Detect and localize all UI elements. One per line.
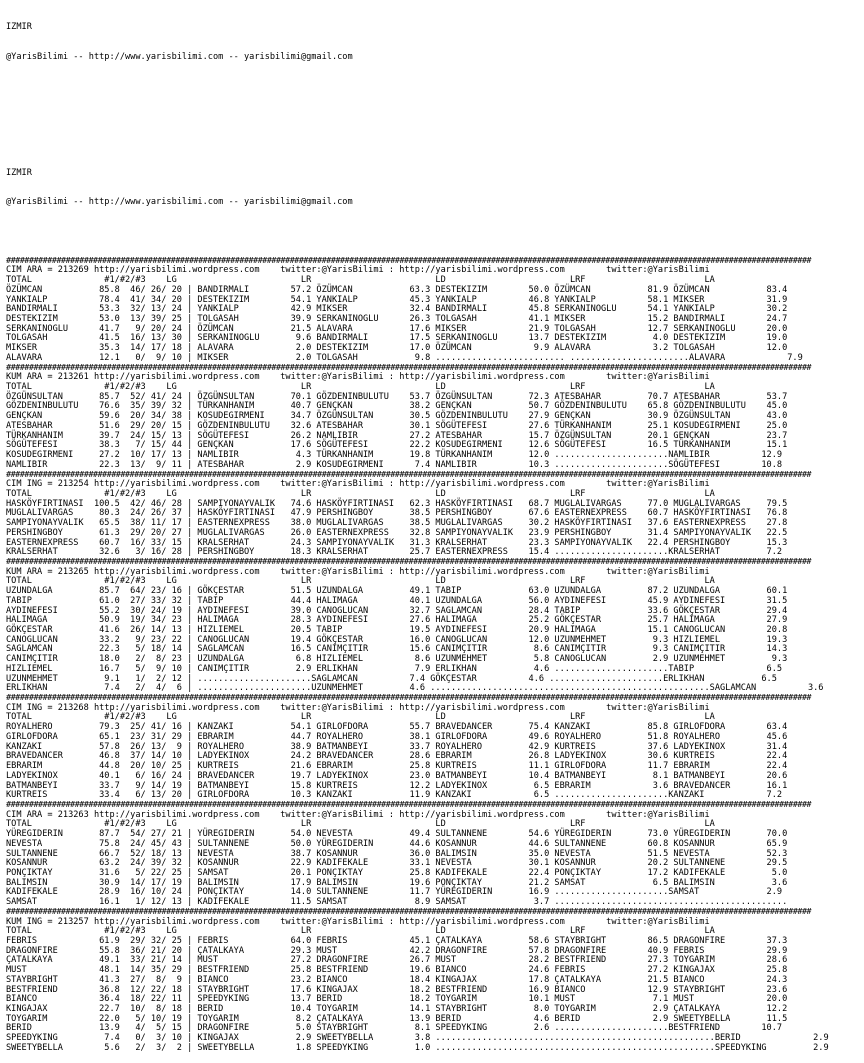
table-row: ERLIKHAN 7.4 2/ 4/ 6 | ......................UZUNMEHMET 4.6 ......................................................SAGLAMCAN 3.6 — [6, 683, 824, 694]
race-block — [6, 364, 864, 471]
race-title: CIM ARA = 213263 http://yarisbilimi.wordpress.com twitter:@YarisBilimi : http://yarisbilimi.wordpress.com twitter:@YarisBilimi — [6, 809, 710, 820]
table-row: NAMLIBIR 22.3 13/ 9/ 11 | ATESBAHAR 2.9 KOSUDEGIRMENI 7.4 NAMLIBIR 10.3 ......................SÖGÜTEFESI 10.8 — [6, 459, 783, 470]
spacer — [6, 111, 864, 121]
table-row: GENÇKAN 59.6 20/ 34/ 38 | KOSUDEGIRMENI 34.7 ÖZGÜNSULTAN 30.5 GÖZDENINBULUTU 27.9 GENÇKAN 30.9 ÖZGÜNSULTAN 43.0 — [6, 411, 788, 422]
table-row: LADYEKINOX 40.1 6/ 16/ 24 | BRAVEDANCER 19.7 LADYEKINOX 23.0 BATMANBEYI 10.4 BATMANBEYI 8.1 BATMANBEYI 20.6 — [6, 770, 788, 781]
table-row: PERSHINGBOY 61.3 29/ 20/ 27 | MUGLALIVARGAS 26.0 EASTERNEXPRESS 32.8 SAMPIYONAYVALIK 23.9 PERSHINGBOY 31.4 SAMPIYONAYVALIK 22.5 — [6, 527, 788, 538]
table-row: CANOGLUCAN 33.2 9/ 23/ 22 | CANOGLUCAN 19.4 GÖKÇESTAR 16.0 CANOGLUCAN 12.0 UZUNMEHMET 9.3 HIZLIEMEL 19.3 — [6, 634, 788, 645]
table-row: EBRARIM 44.8 20/ 10/ 25 | KURTREIS 21.6 EBRARIM 25.8 KURTREIS 11.1 GIRLOFDORA 11.7 EBRARIM 22.4 — [6, 761, 788, 772]
column-headers: TOTAL #1/#2/#3 LG LR LD LRF LA — [6, 275, 715, 286]
table-row: DRAGONFIRE 55.8 36/ 21/ 20 | ÇATALKAYA 29.3 MUST 42.2 DRAGONFIRE 57.8 DRAGONFIRE 40.9 FEBRIS 29.9 — [6, 945, 788, 956]
header-city-repeat: IZMIR — [6, 168, 32, 179]
table-row: HALIMAGA 50.9 19/ 34/ 23 | HALIMAGA 28.3 AYDINEFESI 27.6 HALIMAGA 25.2 GÖKÇESTAR 25.7 HALIMAGA 27.9 — [6, 615, 788, 626]
table-row: GÖZDENINBULUTU 76.6 35/ 39/ 32 | TÜRKANHANIM 40.7 GENÇKAN 38.2 GENÇKAN 50.7 GÖZDENINBULUTU 65.8 GÖZDENINBULUTU 45.0 — [6, 401, 788, 412]
table-row: YANKIALP 78.4 41/ 34/ 20 | DESTEKIZIM 54.1 YANKIALP 45.3 YANKIALP 46.8 YANKIALP 58.1 MIKSER 31.9 — [6, 294, 788, 305]
table-row: BIANCO 36.4 18/ 22/ 11 | SPEEDYKING 13.7 BERID 18.2 TOYGARIM 10.1 MUST 7.1 MUST 20.0 — [6, 994, 788, 1005]
race-tables — [6, 257, 864, 1054]
table-row: ATESBAHAR 51.6 29/ 20/ 15 | GÖZDENINBULUTU 32.6 ATESBAHAR 30.1 SÖGÜTEFESI 27.6 TÜRKANHANIM 25.1 KOSUDEGIRMENI 25.0 — [6, 420, 788, 431]
separator-line: ################################################################################################################################################################################ — [6, 694, 812, 704]
separator-line: ################################################################################################################################################################################ — [6, 363, 812, 373]
table-row: KURTREIS 33.4 6/ 13/ 20 | GIRLOFDORA 10.3 KANZAKI 11.9 KANZAKI 6.5 ......................KANZAKI 7.2 — [6, 790, 783, 801]
separator-line: ################################################################################################################################################################################ — [6, 800, 812, 810]
race-block — [6, 257, 864, 364]
table-row: GIRLOFDORA 65.1 23/ 31/ 29 | EBRARIM 44.7 ROYALHERO 38.1 GIRLOFDORA 49.6 ROYALHERO 51.8 ROYALHERO 45.6 — [6, 731, 788, 742]
race-title: CIM ARA = 213269 http://yarisbilimi.wordpress.com twitter:@YarisBilimi : http://yarisbilimi.wordpress.com twitter:@YarisBilimi — [6, 265, 710, 276]
table-row: BATMANBEYI 33.7 9/ 14/ 19 | BATMANBEYI 15.8 KURTREIS 12.2 LADYEKINOX 6.5 EBRARIM 3.6 BRAVEDANCER 16.1 — [6, 780, 788, 791]
header-city: IZMIR — [6, 22, 32, 33]
table-row: ALAVARA 12.1 0/ 9/ 10 | MIKSER 2.0 TOLGASAH 9.8 ......................... .......................ALAVARA 7.9 — [6, 352, 803, 363]
table-row: SWEETYBELLA 5.6 2/ 3/ 2 | SWEETYBELLA 1.8 SPEEDYKING 1.0 ......................................................SPEEDYKING 2.9 — [6, 1042, 829, 1053]
column-headers: TOTAL #1/#2/#3 LG LR LD LRF LA — [6, 576, 715, 587]
column-headers: TOTAL #1/#2/#3 LG LR LD LRF LA — [6, 819, 715, 830]
table-row: PONÇIKTAY 31.6 5/ 22/ 25 | SAMSAT 20.1 PONÇIKTAY 25.8 KADIFEKALE 22.4 PONÇIKTAY 17.2 KADIFEKALE 5.0 — [6, 867, 788, 878]
table-row: KANZAKI 57.8 26/ 13/ 9 | ROYALHERO 38.9 BATMANBEYI 33.7 ROYALHERO 42.9 KURTREIS 37.6 LADYEKINOX 31.4 — [6, 741, 788, 752]
table-row: BESTFRIEND 36.8 12/ 22/ 18 | STAYBRIGHT 17.6 KINGAJAX 18.2 BESTFRIEND 16.9 BIANCO 12.9 STAYBRIGHT 23.6 — [6, 984, 788, 995]
race-title: CIM ING = 213254 http://yarisbilimi.wordpress.com twitter:@YarisBilimi : http://yarisbilimi.wordpress.com twitter:@YarisBilimi — [6, 479, 710, 490]
table-row: KOSANNUR 63.2 24/ 39/ 32 | KOSANNUR 22.9 KADIFEKALE 33.1 NEVESTA 30.1 KOSANNUR 20.2 SULTANNENE 29.5 — [6, 858, 788, 869]
column-headers: TOTAL #1/#2/#3 LG LR LD LRF LA — [6, 488, 715, 499]
race-block — [6, 908, 864, 1054]
separator-line: ################################################################################################################################################################################ — [6, 256, 812, 266]
column-headers: TOTAL #1/#2/#3 LG LR LD LRF LA — [6, 382, 715, 393]
separator-line: ################################################################################################################################################################################ — [6, 557, 812, 567]
table-row: TOLGASAH 41.5 16/ 13/ 30 | SERKANINOGLU 9.6 BANDIRMALI 17.5 SERKANINOGLU 13.7 DESTEKIZIM 4.0 DESTEKIZIM 19.0 — [6, 333, 788, 344]
table-row: MUGLALIVARGAS 80.3 24/ 26/ 37 | HASKÖYFIRTINASI 47.9 PERSHINGBOY 38.5 PERSHINGBOY 67.6 EASTERNEXPRESS 60.7 HASKÖYFIRTINASI 76.8 — [6, 508, 788, 519]
separator-line: ################################################################################################################################################################################ — [6, 907, 812, 917]
table-row: SAMPIYONAYVALIK 65.5 38/ 11/ 17 | EASTERNEXPRESS 38.0 MUGLALIVARGAS 38.5 MUGLALIVARGAS 30.2 HASKÖYFIRTINASI 37.6 EASTERNEXPRESS 27.8 — [6, 518, 788, 529]
table-row: UZUNDALGA 85.7 64/ 23/ 16 | GÖKÇESTAR 51.5 UZUNDALGA 49.1 TABIP 63.0 UZUNDALGA 87.2 UZUNDALGA 60.1 — [6, 586, 788, 597]
spacer — [6, 228, 864, 238]
race-block — [6, 801, 864, 908]
table-row: SÖGÜTEFESI 38.3 7/ 15/ 44 | GENÇKAN 17.6 SÖGÜTEFESI 22.2 KOSUDEGIRMENI 12.6 SÖGÜTEFESI 16.5 TÜRKANHANIM 15.1 — [6, 440, 788, 451]
table-row: ROYALHERO 79.3 25/ 41/ 16 | KANZAKI 54.1 GIRLOFDORA 55.7 BRAVEDANCER 75.4 KANZAKI 85.8 GIRLOFDORA 63.4 — [6, 722, 788, 733]
table-row: STAYBRIGHT 41.3 27/ 8/ 9 | BIANCO 23.2 BIANCO 18.4 KINGAJAX 17.8 ÇATALKAYA 21.5 BIANCO 24.3 — [6, 974, 788, 985]
table-row: HIZLIEMEL 16.7 5/ 9/ 10 | CANIMÇITIR 2.9 ERLIKHAN 7.9 ERLIKHAN 4.6 ......................TABIP 6.5 — [6, 663, 783, 674]
column-headers: TOTAL #1/#2/#3 LG LR LD LRF LA — [6, 712, 715, 723]
table-row: YÜREGIDERIN 87.7 54/ 27/ 21 | YÜREGIDERIN 54.0 NEVESTA 49.4 SULTANNENE 54.6 YÜREGIDERIN 73.0 YÜREGIDERIN 70.0 — [6, 829, 788, 840]
table-row: UZUNMEHMET 9.1 1/ 2/ 12 | ......................SAGLAMCAN 7.4 GÖKÇESTAR 4.6 ......................ERLIKHAN 6.5 — [6, 673, 777, 684]
table-row: FEBRIS 61.9 29/ 32/ 25 | FEBRIS 64.0 FEBRIS 45.1 ÇATALKAYA 58.6 STAYBRIGHT 86.5 DRAGONFIRE 37.3 — [6, 936, 788, 946]
table-row: DESTEKIZIM 53.0 13/ 39/ 25 | TOLGASAH 39.9 SERKANINOGLU 26.3 TOLGASAH 41.1 MIKSER 15.2 BANDIRMALI 24.7 — [6, 314, 788, 324]
table-row: MUST 48.1 14/ 35/ 29 | BESTFRIEND 25.8 BESTFRIEND 19.6 BIANCO 24.6 FEBRIS 27.2 KINGAJAX 25.8 — [6, 965, 788, 976]
table-row: KRALSERHAT 32.6 3/ 16/ 28 | PERSHINGBOY 18.3 KRALSERHAT 25.7 EASTERNEXPRESS 15.4 ......................KRALSERHAT 7.2 — [6, 547, 783, 558]
table-row: BRAVEDANCER 46.8 37/ 14/ 10 | LADYEKINOX 24.2 BRAVEDANCER 28.6 EBRARIM 26.8 LADYEKINOX 30.6 KURTREIS 22.4 — [6, 751, 788, 762]
table-row: NEVESTA 75.8 24/ 45/ 43 | SULTANNENE 50.0 YÜREGIDERIN 44.6 KOSANNUR 44.6 SULTANNENE 60.8 KOSANNUR 65.9 — [6, 838, 788, 849]
race-title: CIM ING = 213268 http://yarisbilimi.wordpress.com twitter:@YarisBilimi : http://yarisbilimi.wordpress.com twitter:@YarisBilimi — [6, 702, 710, 713]
header-contact: @YarisBilimi -- http://www.yarisbilimi.com -- yarisbilimi@gmail.com — [6, 51, 353, 62]
table-row: MIKSER 35.3 14/ 17/ 18 | ALAVARA 2.0 DESTEKIZIM 17.0 ÖZÜMCAN 9.9 ALAVARA 3.2 TOLGASAH 12.0 — [6, 343, 788, 354]
table-row: KINGAJAX 22.7 10/ 8/ 18 | BERID 10.4 TOYGARIM 14.1 STAYBRIGHT 8.0 TOYGARIM 2.9 ÇATALKAYA 12.2 — [6, 1004, 788, 1015]
race-block — [6, 471, 864, 558]
table-row: SPEEDYKING 7.4 0/ 3/ 10 | KINGAJAX 2.9 SWEETYBELLA 3.8 ......................................................BERID 2.9 — [6, 1033, 829, 1044]
table-row: BERID 13.9 4/ 5/ 15 | DRAGONFIRE 5.0 STAYBRIGHT 8.1 SPEEDYKING 2.6 ......................BESTFRIEND 10.7 — [6, 1023, 783, 1034]
separator-line: ################################################################################################################################################################################ — [6, 470, 812, 480]
table-row: ÇATALKAYA 49.1 33/ 21/ 14 | MUST 27.2 DRAGONFIRE 26.7 MUST 28.2 BESTFRIEND 27.3 TOYGARIM 28.6 — [6, 955, 788, 966]
header-contact-repeat: @YarisBilimi -- http://www.yarisbilimi.com -- yarisbilimi@gmail.com — [6, 197, 353, 208]
table-row: CANIMÇITIR 18.0 2/ 8/ 23 | UZUNDALGA 6.8 HIZLIEMEL 8.6 UZUNMEHMET 5.8 CANOGLUCAN 2.9 UZUNMEHMET 9.3 — [6, 654, 788, 665]
table-row: EASTERNEXPRESS 60.7 16/ 33/ 15 | KRALSERHAT 24.3 SAMPIYONAYVALIK 31.3 KRALSERHAT 23.3 SAMPIYONAYVALIK 22.4 PERSHINGBOY 15.3 — [6, 537, 788, 548]
table-row: SAGLAMCAN 22.3 5/ 18/ 14 | SAGLAMCAN 16.5 CANIMÇITIR 15.6 CANIMÇITIR 8.6 CANIMÇITIR 9.3 CANIMÇITIR 14.3 — [6, 644, 788, 655]
race-title: KUM ING = 213257 http://yarisbilimi.wordpress.com twitter:@YarisBilimi : http://yarisbilimi.wordpress.com twitter:@YarisBilimi — [6, 916, 710, 927]
table-row: SERKANINOGLU 41.7 9/ 20/ 24 | ÖZÜMCAN 21.5 ALAVARA 17.6 MIKSER 21.9 TOLGASAH 12.7 SERKANINOGLU 20.0 — [6, 323, 788, 334]
table-row: HASKÖYFIRTINASI 100.5 42/ 46/ 28 | SAMPIYONAYVALIK 74.6 HASKÖYFIRTINASI 62.3 HASKÖYFIRTINASI 68.7 MUGLALIVARGAS 77.0 MUGLALIVARGAS 79.5 — [6, 498, 788, 509]
table-row: TÜRKANHANIM 39.7 24/ 15/ 13 | SÖGÜTEFESI 26.2 NAMLIBIR 27.2 ATESBAHAR 15.7 ÖZGÜNSULTAN 20.1 GENÇKAN 23.7 — [6, 430, 788, 441]
spacer — [6, 82, 864, 92]
table-row: AYDINEFESI 55.2 30/ 24/ 19 | AYDINEFESI 39.0 CANOGLUCAN 32.7 SAGLAMCAN 28.4 TABIP 33.6 GÖKÇESTAR 29.4 — [6, 605, 788, 616]
race-title: KUM ARA = 213261 http://yarisbilimi.wordpress.com twitter:@YarisBilimi : http://yarisbilimi.wordpress.com twitter:@YarisBilimi — [6, 372, 710, 383]
spacer — [6, 140, 864, 150]
column-headers: TOTAL #1/#2/#3 LG LR LD LRF LA — [6, 926, 715, 937]
table-row: TOYGARIM 22.0 5/ 10/ 19 | TOYGARIM 8.2 ÇATALKAYA 13.9 BERID 4.6 BERID 2.9 SWEETYBELLA 11.5 — [6, 1013, 788, 1024]
table-row: ÖZGÜNSULTAN 85.7 52/ 41/ 24 | ÖZGÜNSULTAN 70.1 GÖZDENINBULUTU 53.7 ÖZGÜNSULTAN 72.3 ATESBAHAR 70.7 ATESBAHAR 53.7 — [6, 391, 788, 402]
table-row: ÖZÜMCAN 85.8 46/ 26/ 20 | BANDIRMALI 57.2 ÖZÜMCAN 63.3 DESTEKIZIM 50.0 ÖZÜMCAN 81.9 ÖZÜMCAN 83.4 — [6, 284, 788, 295]
race-title: KUM ARA = 213265 http://yarisbilimi.wordpress.com twitter:@YarisBilimi : http://yarisbilimi.wordpress.com twitter:@YarisBilimi — [6, 566, 710, 577]
table-row: GÖKÇESTAR 41.6 26/ 14/ 13 | HIZLIEMEL 20.5 TABIP 19.5 AYDINEFESI 20.9 HALIMAGA 15.1 CANOGLUCAN 20.8 — [6, 625, 788, 635]
table-row: KOSUDEGIRMENI 27.2 10/ 17/ 13 | NAMLIBIR 4.3 TÜRKANHANIM 19.8 TÜRKANHANIM 12.0 ......................NAMLIBIR 12.9 — [6, 450, 783, 461]
table-row: SULTANNENE 66.7 52/ 18/ 13 | NEVESTA 38.7 KOSANNUR 36.0 BALIMSIN 35.0 NEVESTA 51.5 NEVESTA 52.3 — [6, 848, 788, 859]
table-row: BANDIRMALI 53.3 32/ 13/ 24 | YANKIALP 42.9 MIKSER 32.4 BANDIRMALI 45.8 SERKANINOGLU 54.1 YANKIALP 30.2 — [6, 304, 788, 315]
race-block — [6, 558, 864, 694]
table-row: BALIMSIN 30.9 14/ 17/ 19 | BALIMSIN 17.9 BALIMSIN 19.6 PONÇIKTAY 21.2 SAMSAT 6.5 BALIMSIN 3.6 — [6, 877, 788, 888]
table-row: TABIP 61.0 27/ 33/ 32 | TABIP 44.4 HALIMAGA 40.1 UZUNDALGA 56.0 AYDINEFESI 45.9 AYDINEFESI 31.5 — [6, 595, 788, 606]
table-row: SAMSAT 16.1 1/ 12/ 13 | KADIFEKALE 11.5 SAMSAT 8.9 SAMSAT 3.7 ............................................. — [6, 897, 788, 908]
table-row: KADIFEKALE 28.9 16/ 10/ 24 | PONÇIKTAY 14.0 SULTANNENE 11.7 YÜREGIDERIN 16.9 ......................SAMSAT 2.9 — [6, 887, 783, 898]
race-block — [6, 694, 864, 801]
